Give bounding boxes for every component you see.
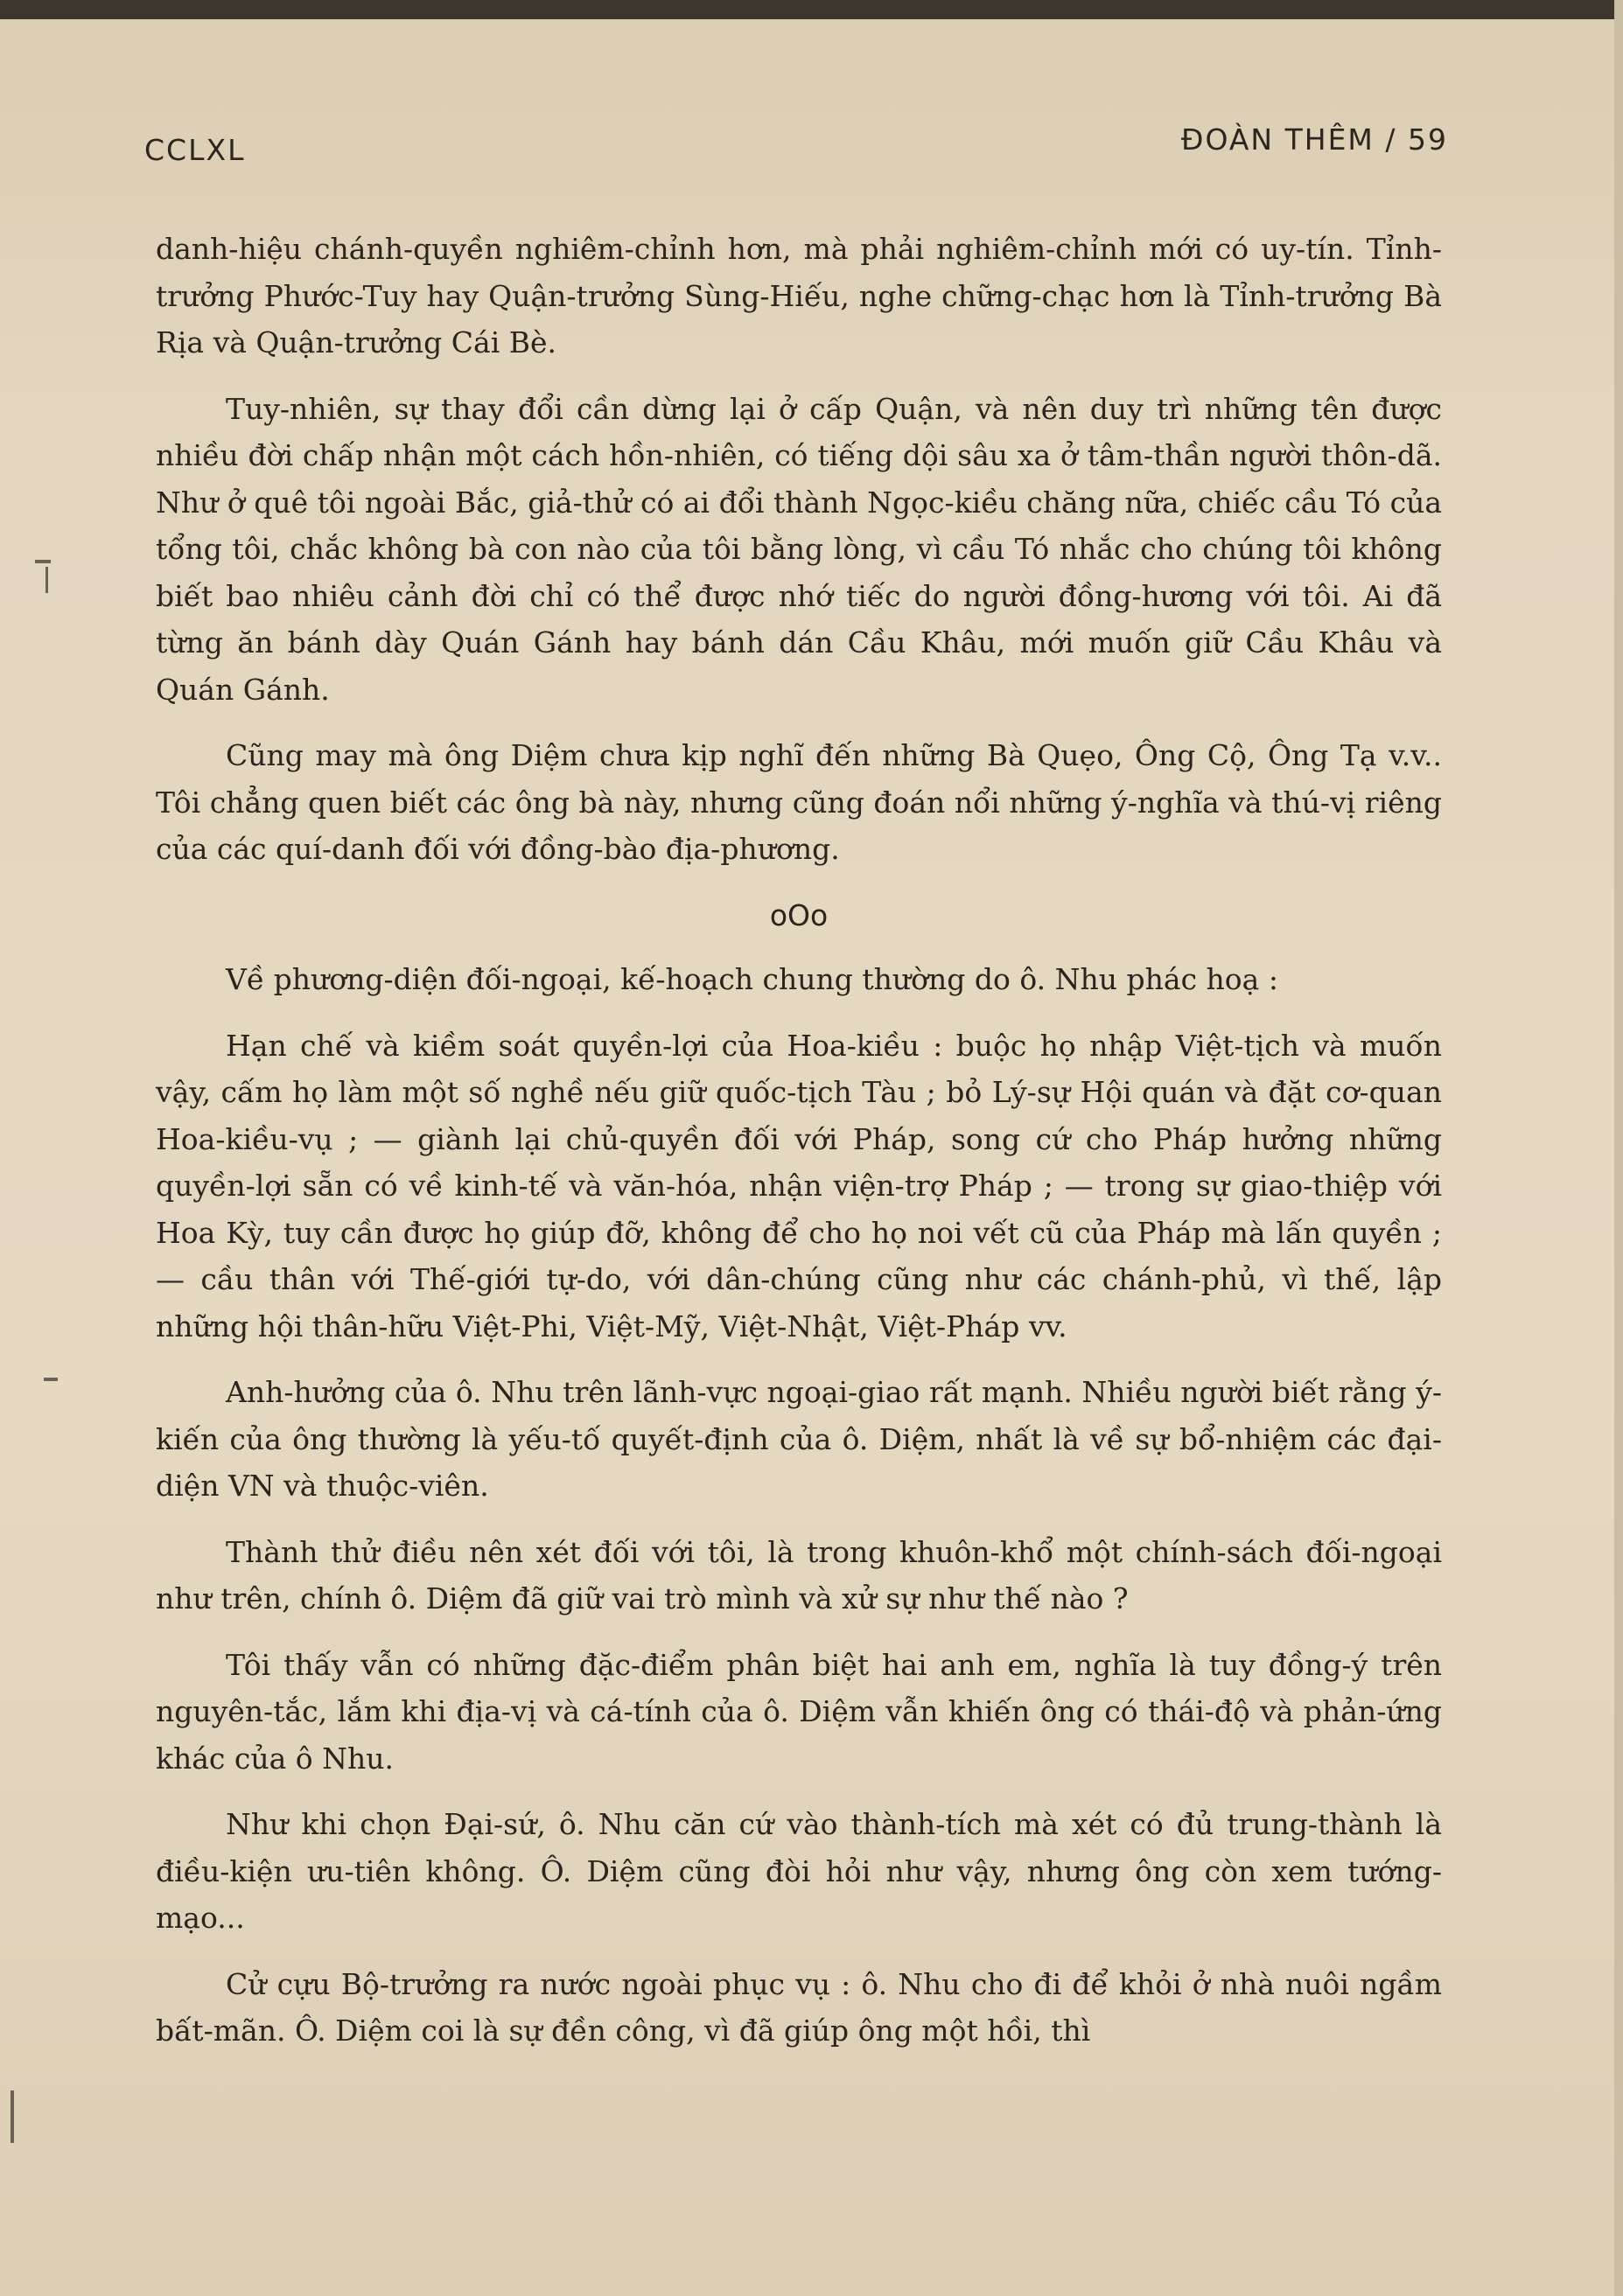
header-left: CCLXL <box>144 133 246 167</box>
margin-mark <box>44 1378 58 1381</box>
scan-right-edge <box>1614 0 1623 2296</box>
paragraph: Tôi thấy vẫn có những đặc-điểm phân biệt hai anh em, nghĩa là tuy đồng-ý trên nguyên-tắc, lắm khi địa-vị và cá-tính của ô. Diệm vẫn khiến ông có thái-độ và phản-ứng khác của ô Nhu. <box>156 1647 1442 1776</box>
scan-top-edge <box>0 0 1623 19</box>
paragraph: Thành thử điều nên xét đối với tôi, là trong khuôn-khổ một chính-sách đối-ngoại như trên, chính ô. Diệm đã giữ vai trò mình và xử sự như thế nào ? <box>156 1534 1442 1616</box>
paragraph: Như khi chọn Đại-sứ, ô. Nhu căn cứ vào thành-tích mà xét có đủ trung-thành là điều-kiện ưu-tiên không. Ô. Diệm cũng đòi hỏi như vậy, nhưng ông còn xem tướng-mạo... <box>156 1807 1442 1935</box>
paragraph: Anh-hưởng của ô. Nhu trên lãnh-vực ngoại-giao rất mạnh. Nhiều người biết rằng ý-kiến của ông thường là yếu-tố quyết-định của ô. Diệm, nhất là về sự bổ-nhiệm các đại-diện VN và thuộc-viên. <box>156 1375 1442 1503</box>
paragraph: danh-hiệu chánh-quyền nghiêm-chỉnh hơn, mà phải nghiêm-chỉnh mới có uy-tín. Tỉnh-trưởng Phước-Tuy hay Quận-trưởng Sùng-Hiếu, nghe chững-chạc hơn là Tỉnh-trưởng Bà Rịa và Quận-trưởng Cái Bè. <box>156 232 1442 359</box>
paragraph: Hạn chế và kiềm soát quyền-lợi của Hoa-kiều : buộc họ nhập Việt-tịch và muốn vậy, cấm họ làm một số nghề nếu giữ quốc-tịch Tàu ; bỏ Lý-sự Hội quán và đặt cơ-quan Hoa-kiều-vụ ; — giành lại chủ-quyền đối với Pháp, song cứ cho Pháp hưởng những quyền-lợi sẵn có về kinh-tế và văn-hóa, nhận viện-trợ Pháp ; — trong sự giao-thiệp với Hoa Kỳ, tuy cần được họ giúp đỡ, không để cho họ noi vết cũ của Pháp mà lấn quyền ; — cầu thân với Thế-giới tự-do, với dân-chúng cũng như các chánh-phủ, vì thế, lập những hội thân-hữu Việt-Phi, Việt-Mỹ, Việt-Nhật, Việt-Pháp vv. <box>156 1028 1442 1343</box>
header-right: ĐOÀN THÊM / 59 <box>1180 122 1448 157</box>
paragraph: Cũng may mà ông Diệm chưa kịp nghĩ đến những Bà Quẹo, Ông Cộ, Ông Tạ v.v.. Tôi chẳng quen biết các ông bà này, nhưng cũng đoán nổi những ý-nghĩa và thú-vị riêng của các quí-danh đối với đồng-bào địa-phương. <box>156 738 1442 866</box>
paragraph: Tuy-nhiên, sự thay đổi cần dừng lại ở cấp Quận, và nên duy trì những tên được nhiều đời chấp nhận một cách hồn-nhiên, có tiếng dội sâu xa ở tâm-thần người thôn-dã. Như ở quê tôi ngoài Bắc, giả-thử có ai đổi thành Ngọc-kiều chăng nữa, chiếc cầu Tó của tổng tôi, chắc không bà con nào của tôi bằng lòng, vì cầu Tó nhắc cho chúng tôi không biết bao nhiêu cảnh đời chỉ có thể được nhớ tiếc do người đồng-hương với tôi. Ai đã từng ăn bánh dày Quán Gánh hay bánh dán Cầu Khâu, mới muốn giữ Cầu Khâu và Quán Gánh. <box>156 391 1442 707</box>
margin-mark <box>45 567 48 593</box>
margin-mark <box>10 2090 14 2143</box>
page-body <box>156 226 1442 2074</box>
section-separator: oOo <box>769 897 829 932</box>
page-header <box>144 122 1448 175</box>
margin-mark <box>35 560 51 563</box>
paragraph: Cử cựu Bộ-trưởng ra nước ngoài phục vụ : ô. Nhu cho đi để khỏi ở nhà nuôi ngầm bất-mãn. Ô. Diệm coi là sự đền công, vì đã giúp ông một hồi, thì <box>156 1966 1442 2048</box>
paragraph: Về phương-diện đối-ngoại, kế-hoạch chung thường do ô. Nhu phác hoạ : <box>226 962 1278 996</box>
